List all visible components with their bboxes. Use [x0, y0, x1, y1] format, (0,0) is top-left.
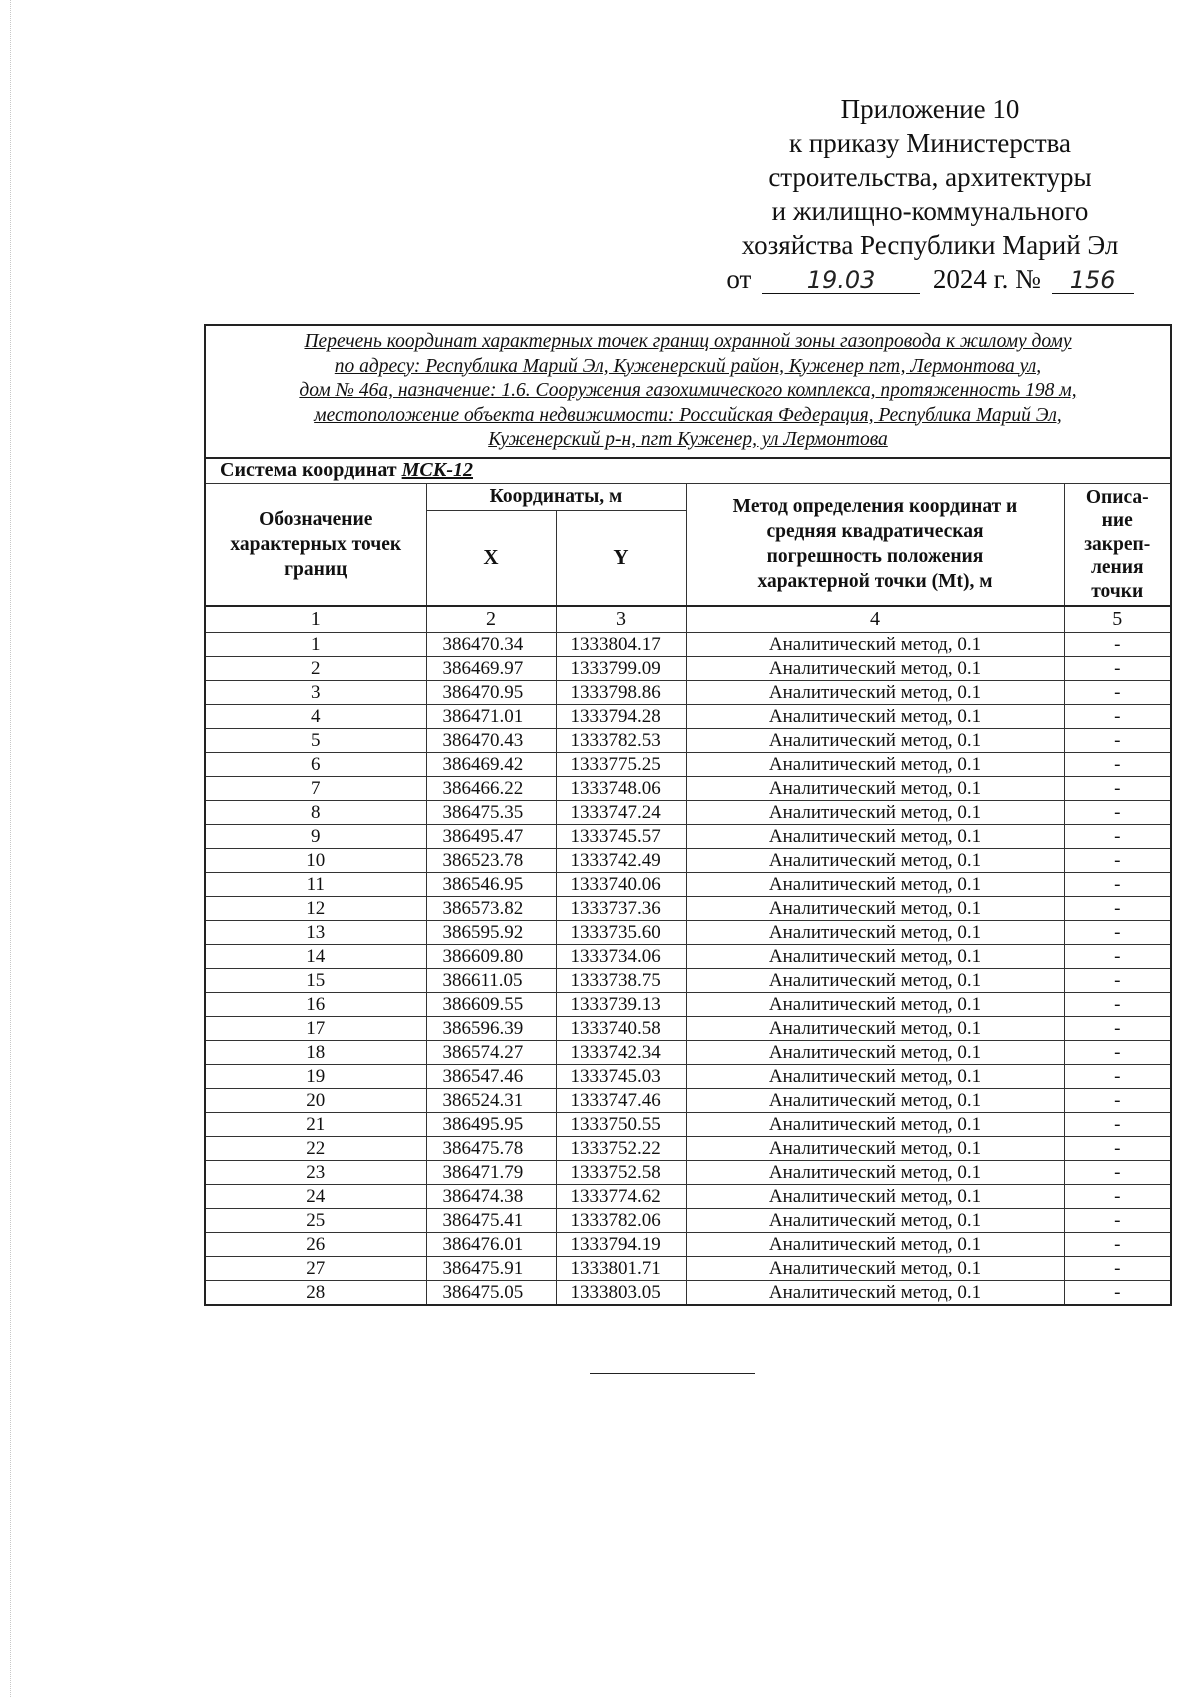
y-value: 1333745.03: [556, 1065, 686, 1089]
x-value: 386609.80: [426, 945, 556, 969]
x-value: 386475.05: [426, 1281, 556, 1306]
x-value: 386546.95: [426, 873, 556, 897]
title-line: дом № 46а, назначение: 1.6. Сооружения газохимического комплекса, протяженность 198 м,: [299, 380, 1077, 401]
header-line: средняя квадратическая: [766, 521, 984, 543]
column-number: 3: [556, 606, 686, 633]
table-row: [205, 657, 1171, 681]
description-value: -: [1064, 1233, 1171, 1257]
scan-edge-line: [10, 0, 11, 1697]
description-value: -: [1064, 969, 1171, 993]
method-value: Аналитический метод, 0.1: [686, 825, 1064, 849]
table-row: [205, 1161, 1171, 1185]
description-value: -: [1064, 945, 1171, 969]
method-value: Аналитический метод, 0.1: [686, 873, 1064, 897]
point-number: 11: [205, 873, 426, 897]
coordinate-system-value: МСК-12: [401, 459, 473, 481]
description-value: -: [1064, 1041, 1171, 1065]
column-number: 4: [686, 606, 1064, 633]
method-value: Аналитический метод, 0.1: [686, 1233, 1064, 1257]
header-line: ления: [1090, 557, 1144, 578]
method-value: Аналитический метод, 0.1: [686, 705, 1064, 729]
coordinates-table: [204, 324, 1172, 1306]
table-row: [205, 801, 1171, 825]
y-value: 1333740.06: [556, 873, 686, 897]
x-value: 386470.34: [426, 633, 556, 657]
method-value: Аналитический метод, 0.1: [686, 1017, 1064, 1041]
y-value: 1333801.71: [556, 1257, 686, 1281]
header-line: Обозначение: [259, 508, 373, 530]
appendix-line: к приказу Министерства: [788, 128, 1072, 158]
y-value: 1333798.86: [556, 681, 686, 705]
description-value: -: [1064, 657, 1171, 681]
description-value: -: [1064, 873, 1171, 897]
description-value: -: [1064, 681, 1171, 705]
method-value: Аналитический метод, 0.1: [686, 993, 1064, 1017]
table-row: [205, 1209, 1171, 1233]
table-row: [205, 849, 1171, 873]
point-number: 16: [205, 993, 426, 1017]
x-value: 386471.79: [426, 1161, 556, 1185]
x-value: 386523.78: [426, 849, 556, 873]
description-value: -: [1064, 753, 1171, 777]
method-value: Аналитический метод, 0.1: [686, 1089, 1064, 1113]
table-row: [205, 777, 1171, 801]
y-value: 1333742.34: [556, 1041, 686, 1065]
table-row: [205, 1233, 1171, 1257]
x-value: 386611.05: [426, 969, 556, 993]
method-value: Аналитический метод, 0.1: [686, 1041, 1064, 1065]
y-value: 1333794.19: [556, 1233, 686, 1257]
y-value: 1333740.58: [556, 1017, 686, 1041]
year-number-label: 2024 г. №: [932, 264, 1041, 294]
point-number: 2: [205, 657, 426, 681]
point-number: 25: [205, 1209, 426, 1233]
header-line: границ: [284, 558, 348, 580]
table-row: [205, 921, 1171, 945]
table-row: [205, 993, 1171, 1017]
header-line: ние: [1101, 510, 1133, 531]
point-number: 1: [205, 633, 426, 657]
point-number: 18: [205, 1041, 426, 1065]
description-value: -: [1064, 1017, 1171, 1041]
point-number: 27: [205, 1257, 426, 1281]
x-value: 386475.35: [426, 801, 556, 825]
header-line: характерной точки (Mt), м: [757, 571, 993, 593]
table-row: [205, 1017, 1171, 1041]
appendix-line: и жилищно-коммунального: [771, 196, 1089, 226]
y-value: 1333794.28: [556, 705, 686, 729]
method-value: Аналитический метод, 0.1: [686, 1185, 1064, 1209]
column-number: 5: [1064, 606, 1171, 633]
description-value: -: [1064, 1113, 1171, 1137]
method-value: Аналитический метод, 0.1: [686, 753, 1064, 777]
method-value: Аналитический метод, 0.1: [686, 921, 1064, 945]
description-value: -: [1064, 633, 1171, 657]
method-value: Аналитический метод, 0.1: [686, 969, 1064, 993]
x-value: 386547.46: [426, 1065, 556, 1089]
appendix-header: [680, 92, 1180, 296]
y-value: 1333738.75: [556, 969, 686, 993]
x-value: 386524.31: [426, 1089, 556, 1113]
point-number: 4: [205, 705, 426, 729]
handwritten-date: 19.03: [762, 267, 920, 294]
description-value: -: [1064, 825, 1171, 849]
y-value: 1333799.09: [556, 657, 686, 681]
x-value: 386466.22: [426, 777, 556, 801]
header-designation: [205, 483, 426, 606]
y-value: 1333752.58: [556, 1161, 686, 1185]
method-value: Аналитический метод, 0.1: [686, 729, 1064, 753]
x-value: 386475.78: [426, 1137, 556, 1161]
table-row: [205, 1185, 1171, 1209]
closing-rule: [590, 1373, 755, 1374]
header-line: Метод определения координат и: [732, 496, 1018, 518]
point-number: 23: [205, 1161, 426, 1185]
description-value: -: [1064, 1161, 1171, 1185]
point-number: 9: [205, 825, 426, 849]
point-number: 14: [205, 945, 426, 969]
table-row: [205, 1113, 1171, 1137]
appendix-line: строительства, архитектуры: [768, 162, 1092, 192]
header-line: Описа-: [1085, 486, 1149, 508]
table-row: [205, 1257, 1171, 1281]
column-number: 2: [426, 606, 556, 633]
method-value: Аналитический метод, 0.1: [686, 1113, 1064, 1137]
x-value: 386474.38: [426, 1185, 556, 1209]
header-x: X: [426, 510, 556, 606]
method-value: Аналитический метод, 0.1: [686, 801, 1064, 825]
point-number: 22: [205, 1137, 426, 1161]
coordinate-system: [205, 458, 1171, 484]
table-row: [205, 705, 1171, 729]
point-number: 17: [205, 1017, 426, 1041]
point-number: 26: [205, 1233, 426, 1257]
description-value: -: [1064, 777, 1171, 801]
x-value: 386475.41: [426, 1209, 556, 1233]
description-value: -: [1064, 1209, 1171, 1233]
title-line: по адресу: Республика Марий Эл, Куженерский район, Куженер пгт, Лермонтова ул,: [334, 355, 1042, 377]
y-value: 1333782.53: [556, 729, 686, 753]
description-value: -: [1064, 1185, 1171, 1209]
table-row: [205, 969, 1171, 993]
header-line: характерных точек: [230, 533, 402, 555]
method-value: Аналитический метод, 0.1: [686, 777, 1064, 801]
point-number: 19: [205, 1065, 426, 1089]
x-value: 386469.97: [426, 657, 556, 681]
y-value: 1333803.05: [556, 1281, 686, 1306]
y-value: 1333804.17: [556, 633, 686, 657]
table-row: [205, 633, 1171, 657]
header-line: закреп-: [1084, 533, 1151, 555]
method-value: Аналитический метод, 0.1: [686, 1257, 1064, 1281]
header-coordinates: Координаты, м: [426, 483, 686, 510]
x-value: 386470.43: [426, 729, 556, 753]
point-number: 24: [205, 1185, 426, 1209]
point-number: 21: [205, 1113, 426, 1137]
method-value: Аналитический метод, 0.1: [686, 633, 1064, 657]
method-value: Аналитический метод, 0.1: [686, 1161, 1064, 1185]
point-number: 28: [205, 1281, 426, 1306]
table-row: [205, 945, 1171, 969]
description-value: -: [1064, 849, 1171, 873]
description-value: -: [1064, 1137, 1171, 1161]
x-value: 386475.91: [426, 1257, 556, 1281]
point-number: 12: [205, 897, 426, 921]
x-value: 386470.95: [426, 681, 556, 705]
method-value: Аналитический метод, 0.1: [686, 1137, 1064, 1161]
point-number: 5: [205, 729, 426, 753]
x-value: 386471.01: [426, 705, 556, 729]
description-value: -: [1064, 993, 1171, 1017]
x-value: 386595.92: [426, 921, 556, 945]
y-value: 1333745.57: [556, 825, 686, 849]
point-number: 20: [205, 1089, 426, 1113]
method-value: Аналитический метод, 0.1: [686, 1065, 1064, 1089]
table-title: [205, 325, 1171, 458]
x-value: 386596.39: [426, 1017, 556, 1041]
point-number: 10: [205, 849, 426, 873]
column-number: 1: [205, 606, 426, 633]
table-row: [205, 1065, 1171, 1089]
x-value: 386574.27: [426, 1041, 556, 1065]
table-row: [205, 873, 1171, 897]
y-value: 1333742.49: [556, 849, 686, 873]
y-value: 1333782.06: [556, 1209, 686, 1233]
table-row: [205, 1041, 1171, 1065]
y-value: 1333775.25: [556, 753, 686, 777]
handwritten-order-number: 156: [1052, 267, 1134, 294]
point-number: 6: [205, 753, 426, 777]
x-value: 386495.95: [426, 1113, 556, 1137]
table-row: [205, 1281, 1171, 1306]
table-row: [205, 753, 1171, 777]
description-value: -: [1064, 921, 1171, 945]
header-line: точки: [1091, 580, 1144, 602]
appendix-line: Приложение 10: [840, 94, 1020, 124]
y-value: 1333748.06: [556, 777, 686, 801]
method-value: Аналитический метод, 0.1: [686, 681, 1064, 705]
method-value: Аналитический метод, 0.1: [686, 849, 1064, 873]
y-value: 1333734.06: [556, 945, 686, 969]
description-value: -: [1064, 1089, 1171, 1113]
table-row: [205, 681, 1171, 705]
method-value: Аналитический метод, 0.1: [686, 1209, 1064, 1233]
y-value: 1333735.60: [556, 921, 686, 945]
x-value: 386609.55: [426, 993, 556, 1017]
header-method: [686, 483, 1064, 606]
method-value: Аналитический метод, 0.1: [686, 1281, 1064, 1306]
y-value: 1333747.24: [556, 801, 686, 825]
description-value: -: [1064, 729, 1171, 753]
y-value: 1333750.55: [556, 1113, 686, 1137]
title-line: Перечень координат характерных точек границ охранной зоны газопровода к жилому дому: [304, 331, 1072, 352]
description-value: -: [1064, 1281, 1171, 1306]
method-value: Аналитический метод, 0.1: [686, 657, 1064, 681]
header-y: Y: [556, 510, 686, 606]
appendix-line: хозяйства Республики Марий Эл: [741, 230, 1119, 260]
title-line: Куженерский р-н, пгт Куженер, ул Лермонтова: [488, 429, 888, 450]
table-row: [205, 897, 1171, 921]
table-row: [205, 825, 1171, 849]
coordinate-system-label: Система координат: [220, 459, 402, 481]
header-line: погрешность положения: [766, 546, 984, 568]
y-value: 1333774.62: [556, 1185, 686, 1209]
point-number: 8: [205, 801, 426, 825]
point-number: 3: [205, 681, 426, 705]
x-value: 386469.42: [426, 753, 556, 777]
description-value: -: [1064, 801, 1171, 825]
table-row: [205, 1089, 1171, 1113]
x-value: 386476.01: [426, 1233, 556, 1257]
y-value: 1333752.22: [556, 1137, 686, 1161]
header-description: [1064, 483, 1171, 606]
method-value: Аналитический метод, 0.1: [686, 897, 1064, 921]
description-value: -: [1064, 705, 1171, 729]
description-value: -: [1064, 1065, 1171, 1089]
column-number-row: [205, 606, 1171, 633]
y-value: 1333737.36: [556, 897, 686, 921]
y-value: 1333747.46: [556, 1089, 686, 1113]
y-value: 1333739.13: [556, 993, 686, 1017]
x-value: 386495.47: [426, 825, 556, 849]
order-date-line: [680, 262, 1180, 296]
x-value: 386573.82: [426, 897, 556, 921]
point-number: 15: [205, 969, 426, 993]
title-line: местоположение объекта недвижимости: Российская Федерация, Республика Марий Эл,: [314, 404, 1062, 426]
table-row: [205, 1137, 1171, 1161]
method-value: Аналитический метод, 0.1: [686, 945, 1064, 969]
point-number: 13: [205, 921, 426, 945]
date-prefix: от: [726, 264, 752, 294]
table-row: [205, 729, 1171, 753]
description-value: -: [1064, 897, 1171, 921]
description-value: -: [1064, 1257, 1171, 1281]
point-number: 7: [205, 777, 426, 801]
